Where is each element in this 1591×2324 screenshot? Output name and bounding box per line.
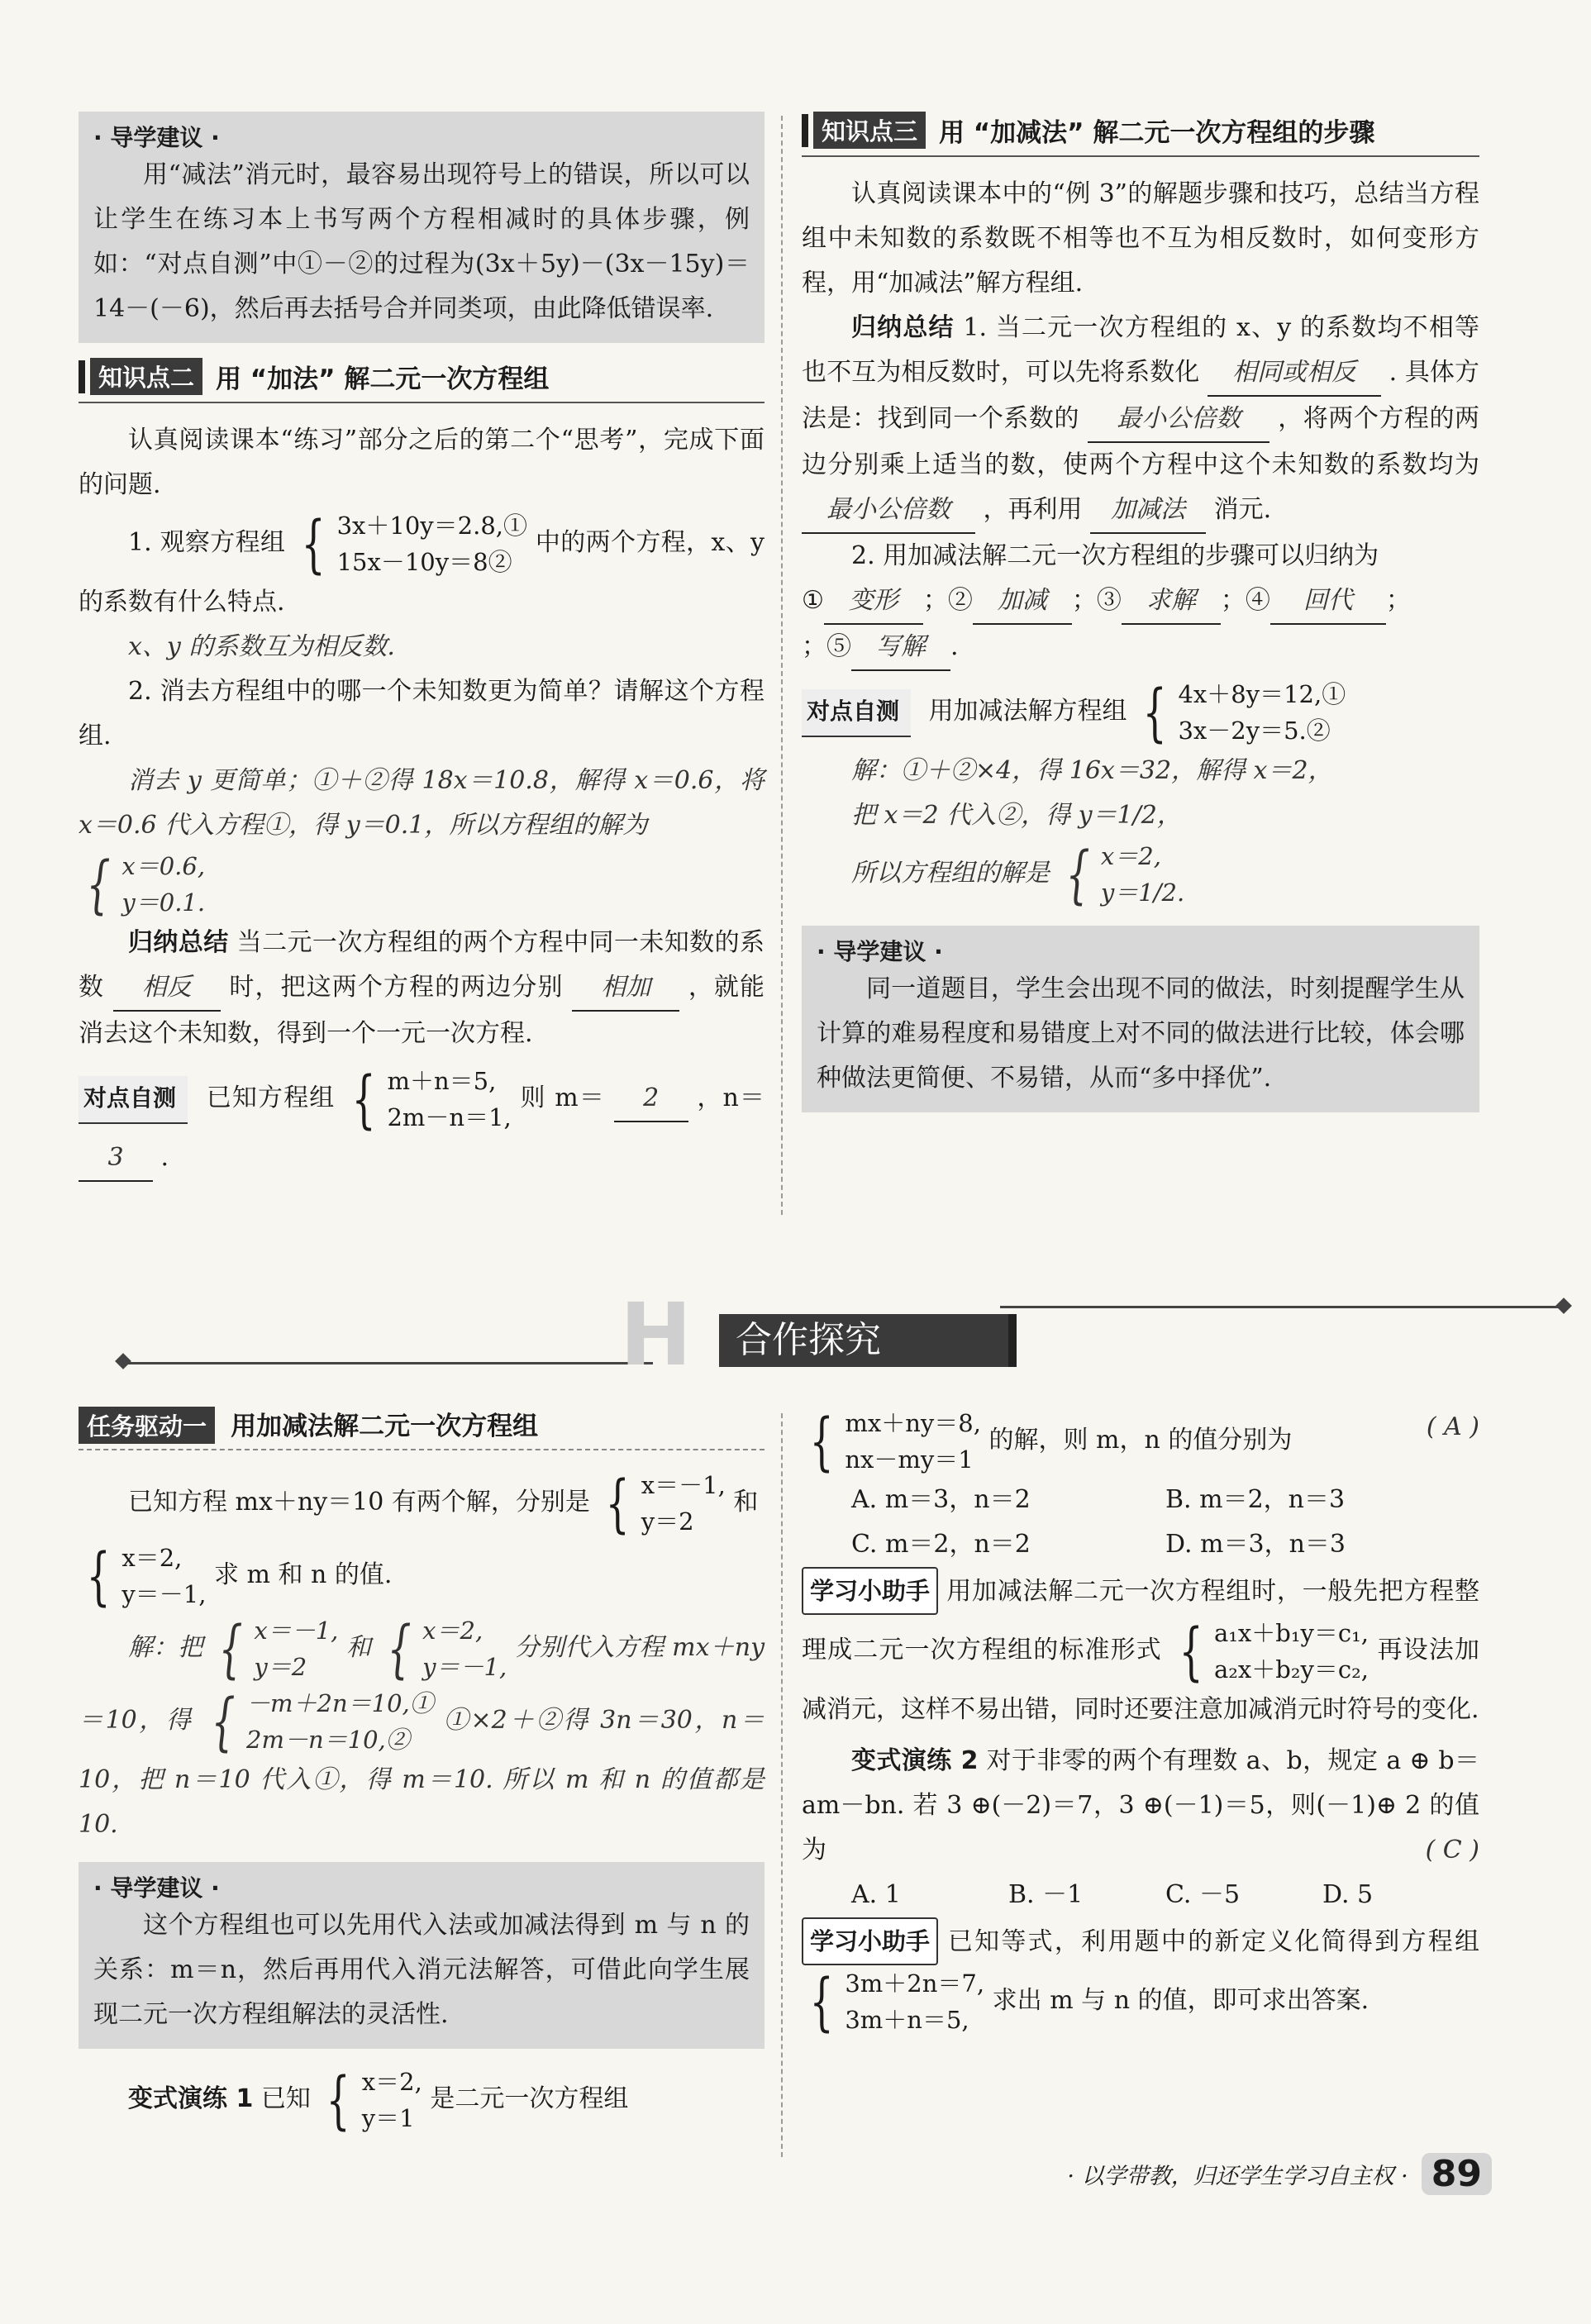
- equation: x＝2,: [121, 1544, 183, 1572]
- self-test: [802, 676, 1479, 749]
- brace: {: [1179, 1614, 1203, 1688]
- equation-system: [203, 1685, 434, 1758]
- equation-system: [1171, 1615, 1369, 1688]
- answer-blank: 相同或相反: [1208, 350, 1381, 397]
- summary-text: ，再利用: [983, 495, 1083, 524]
- variant-label: 变式演练 2: [851, 1746, 979, 1775]
- question-2: 2. 消去方程组中的哪一个未知数更为简单？请解这个方程组.: [79, 677, 765, 750]
- equation: x＝2,: [1100, 842, 1161, 870]
- equation: y＝0.1.: [121, 888, 206, 917]
- solution-system: [598, 1467, 725, 1540]
- task-header: [79, 1405, 765, 1450]
- page-number: 89: [1422, 2153, 1492, 2195]
- helper-label: 学习小助手: [802, 1917, 938, 1965]
- steps-cont: ；⑤ 写解 .: [802, 625, 1479, 671]
- equation: 2m－n＝1,: [387, 1103, 512, 1131]
- option: D. 5: [1322, 1880, 1374, 1909]
- problem-text: 和: [733, 1488, 759, 1517]
- answer-blank: 加减: [973, 579, 1072, 625]
- page-footer: [1067, 2153, 1492, 2195]
- summary-text: 消元.: [1213, 495, 1272, 524]
- solution-text: 和: [346, 1633, 372, 1662]
- column-divider-top: [781, 116, 783, 1215]
- helper-text: 用加减法解二元一次方程组时，一般先把方程整理成二元一次方程组的标准形式: [802, 1577, 1479, 1664]
- equation: 15x－10y＝8②: [336, 548, 512, 576]
- helper-2: [802, 1917, 1479, 2038]
- step-number: ①: [802, 586, 824, 615]
- column-right-bottom: [802, 1405, 1479, 2038]
- answer-blank: 变形: [824, 579, 923, 625]
- equation: y＝2: [641, 1507, 694, 1536]
- footer-motto: · 以学带教，归还学生学习自主权 ·: [1067, 2164, 1408, 2189]
- task-label: 任务驱动一: [79, 1407, 215, 1444]
- equation: 4x＋8y＝12,①: [1178, 680, 1346, 708]
- answer-blank: 回代: [1270, 579, 1386, 625]
- banner-diamond: [115, 1353, 131, 1369]
- equation: m＋n＝5,: [387, 1067, 497, 1095]
- step-number: ；④: [1220, 586, 1270, 615]
- answer-blank: 2: [614, 1076, 688, 1122]
- banner-line: [1000, 1306, 1562, 1308]
- solution-line: 解：①＋②×4，得 16x＝32，解得 x＝2，: [851, 756, 1333, 785]
- equation: a₂x＋b₂y＝c₂,: [1213, 1655, 1369, 1683]
- option: C. －5: [1165, 1880, 1241, 1909]
- equation-system: [293, 507, 527, 580]
- header-bar: [79, 360, 85, 393]
- self-test-text: 已知方程组: [206, 1083, 336, 1112]
- option: D. m＝3，n＝3: [1165, 1530, 1346, 1559]
- kp-title: 用 “加减法” 解二元一次方程组的步骤: [939, 118, 1375, 148]
- brace: {: [809, 1404, 834, 1478]
- options: [802, 1478, 1479, 1567]
- guide-tag: · 导学建议 ·: [93, 1874, 220, 1902]
- variant-label: 变式演练 1: [128, 2084, 254, 2113]
- column-right-top: [802, 112, 1479, 1112]
- step-number: ；③: [1071, 586, 1122, 615]
- solution-text: ①×2＋②得 3n＝30，n＝10，把 n＝10 代入①，得 m＝10. 所以 m 和 n 的值都是 10.: [79, 1706, 765, 1839]
- banner-title: 合作探究: [719, 1314, 1017, 1367]
- equation: 3x－2y＝5.②: [1178, 717, 1331, 745]
- equation: y＝2: [254, 1653, 307, 1681]
- guide-text: 这个方程组也可以先用代入法或加减法得到 m 与 n 的关系：m＝n，然后再用代入消元法解答，可借此向学生展现二元一次方程组解法的灵活性.: [93, 1911, 750, 2029]
- solution-line: 把 x＝2 代入②，得 y＝1/2，: [851, 801, 1182, 830]
- guide-box-2: [802, 926, 1479, 1112]
- task-title: 用加减法解二元一次方程组: [231, 1412, 539, 1441]
- self-test-text: ，n＝: [697, 1083, 765, 1112]
- variant-text: 的解，则 m，n 的值分别为: [988, 1426, 1293, 1455]
- steps: ① 变形 ；② 加减 ；③ 求解 ；④ 回代 ；: [802, 579, 1479, 625]
- guide-box-1: [79, 112, 765, 343]
- q2-answer: 消去 y 更简单；①＋②得 18x＝10.8，解得 x＝0.6，将 x＝0.6 代入方程①，得 y＝0.1，所以方程组的解为: [79, 766, 765, 840]
- brace: {: [326, 2063, 351, 2136]
- guide-text: 同一道题目，学生会出现不同的做法，时刻提醒学生从计算的难易程度和易错度上对不同的做法进行比较，体会哪种做法更简便、不易错，从而“多中择优”.: [817, 974, 1465, 1093]
- q2-solution: [79, 848, 765, 921]
- helper-label: 学习小助手: [802, 1567, 938, 1615]
- equation: 3x＋10y＝2.8,①: [336, 512, 528, 540]
- equation: y＝－1,: [121, 1580, 207, 1608]
- answer-blank: 3: [79, 1136, 153, 1182]
- brace: {: [1142, 675, 1167, 749]
- equation: a₁x＋b₁y＝c₁,: [1213, 1619, 1369, 1647]
- brace: {: [387, 1612, 412, 1685]
- q1-pre: 1. 观察方程组: [128, 528, 286, 557]
- summary-text: 时，把这两个方程的两边分别: [229, 973, 564, 1002]
- kp-label: 知识点二: [90, 358, 202, 395]
- guide-tag: · 导学建议 ·: [817, 938, 943, 965]
- equation: 3m＋2n＝7,: [845, 1969, 985, 1998]
- answer-choice: ( A ): [1426, 1412, 1479, 1441]
- summary-text: 1. 当二元一次方程组的 x、y 的系数均不相等也不互为相反数时，可以先将系数化: [802, 313, 1479, 387]
- helper-text: 已知等式，利用题中的新定义化简得到方程组: [947, 1927, 1479, 1956]
- answer-blank: 相加: [572, 965, 679, 1012]
- column-divider-bottom: [781, 1413, 783, 2157]
- header-bar: [802, 114, 808, 147]
- equation: y＝－1,: [422, 1653, 507, 1681]
- step-number: ；②: [922, 586, 973, 615]
- equation-system: [344, 1063, 512, 1136]
- equation: x＝－1,: [254, 1617, 339, 1645]
- self-test: [79, 1063, 765, 1182]
- equation: nx－my＝1: [845, 1445, 974, 1474]
- answer-blank: 最小公倍数: [802, 488, 975, 534]
- answer-blank: 写解: [851, 625, 950, 671]
- helper-1: [802, 1567, 1479, 1732]
- summary-text: ，将两个方程的两边分别乘上适当的数，使两个方程中这个未知数的系数均为: [802, 404, 1480, 479]
- step-number: ；⑤: [802, 632, 851, 661]
- guide-tag: · 导学建议 ·: [93, 124, 220, 151]
- section-banner: [124, 1284, 1446, 1385]
- brace: {: [211, 1684, 236, 1758]
- summary-1: [802, 306, 1479, 534]
- option: B. －1: [1008, 1880, 1084, 1909]
- brace: {: [809, 1964, 834, 2038]
- option: C. m＝2，n＝2: [851, 1530, 1031, 1559]
- brace: {: [86, 1539, 111, 1612]
- q1-answer: x、y 的系数互为相反数.: [128, 632, 395, 661]
- variant-2: [802, 1739, 1479, 1873]
- question-1: [79, 507, 765, 625]
- solution: [79, 1612, 765, 1847]
- equation-system: [802, 1965, 984, 2038]
- knowledge-point-2-header: [79, 358, 765, 403]
- summary: [79, 921, 765, 1056]
- kp-title: 用 “加法” 解二元一次方程组: [216, 364, 550, 394]
- summary-text: ，就能消去这个未知数，得到一个一元一次方程.: [79, 973, 765, 1048]
- problem-text: 求 m 和 n 的值.: [213, 1560, 393, 1589]
- option: B. m＝2，n＝3: [1165, 1485, 1346, 1514]
- option: A. 1: [851, 1880, 901, 1909]
- summary-label: 归纳总结: [851, 313, 955, 342]
- summary-text: . 具体方法是：找到同一个系数的: [802, 358, 1479, 433]
- variant-1: [79, 2064, 765, 2136]
- brace: {: [351, 1062, 376, 1136]
- variant-text: 已知: [260, 2084, 311, 2113]
- self-test-text: 用加减法解方程组: [928, 697, 1127, 726]
- solution-system: [379, 1612, 507, 1685]
- variant-text: 是二元一次方程组: [430, 2084, 629, 2113]
- self-test-text: .: [160, 1143, 169, 1172]
- brace: {: [86, 847, 111, 921]
- problem-text: 已知方程 mx＋ny＝10 有两个解，分别是: [128, 1488, 590, 1517]
- answer-blank: 求解: [1122, 579, 1221, 625]
- solution-system: [211, 1612, 338, 1685]
- answer-blank: 最小公倍数: [1088, 397, 1269, 443]
- option: A. m＝3，n＝2: [851, 1485, 1031, 1514]
- banner-line: [124, 1362, 653, 1364]
- banner-diamond: [1555, 1298, 1572, 1314]
- equation: x＝－1,: [641, 1471, 726, 1499]
- q1-post: 中的两个方程，x、y的系数有什么特点.: [79, 528, 765, 617]
- summary-text: 当二元一次方程组的两个方程中同一未知数的系数: [79, 928, 765, 1002]
- solution-text: 所以方程组的解是: [851, 859, 1050, 888]
- guide-box-3: [79, 1862, 765, 2049]
- solution-text: 解：把: [128, 1633, 203, 1662]
- brace: {: [218, 1612, 243, 1685]
- equation: x＝2,: [422, 1617, 483, 1645]
- knowledge-point-3-header: [802, 112, 1479, 157]
- answer-choice: ( C ): [1425, 1836, 1479, 1864]
- column-left-top: [79, 112, 765, 1182]
- equation: 3m＋n＝5,: [845, 2006, 969, 2034]
- solution-system: [79, 848, 205, 921]
- helper-text: 再设法加减消元，这样不易出错，同时还要注意加减消元时符号的变化.: [802, 1636, 1480, 1724]
- equation: x＝2,: [361, 2068, 422, 2096]
- equation-system: [1135, 676, 1346, 749]
- solution-system: [318, 2064, 422, 2136]
- equation: mx＋ny＝8,: [845, 1409, 981, 1437]
- kp3-intro: 认真阅读课本中的“例 3”的解题步骤和技巧，总结当方程组中未知数的系数既不相等也不互为相反数时，如何变形方程，用“加减法”解方程组.: [802, 179, 1479, 298]
- variant-1-cont: [802, 1405, 1479, 1478]
- banner-letter: H: [620, 1284, 693, 1385]
- solution-system: [1058, 838, 1185, 911]
- solution-text: 分别代入方程 mx＋ny＝10，得: [79, 1633, 765, 1735]
- brace: {: [301, 507, 326, 580]
- self-test-label: 对点自测: [79, 1076, 188, 1124]
- kp-label: 知识点三: [813, 112, 926, 149]
- summary-2: 2. 用加减法解二元一次方程组的步骤可以归纳为: [851, 541, 1379, 570]
- self-test-text: 则 m＝: [520, 1083, 606, 1112]
- answer-blank: 加减法: [1090, 488, 1206, 534]
- helper-text: 求出 m 与 n 的值，即可求出答案.: [992, 1986, 1369, 2015]
- equation: y＝1/2.: [1100, 879, 1185, 907]
- kp2-intro: 认真阅读课本“练习”部分之后的第二个“思考”，完成下面的问题.: [79, 426, 765, 499]
- self-test-label: 对点自测: [802, 689, 911, 737]
- equation: 2m－n＝10,②: [246, 1726, 410, 1754]
- options: [802, 1873, 1479, 1917]
- brace: {: [606, 1466, 631, 1540]
- equation-system: [802, 1405, 981, 1478]
- guide-text: 用“减法”消元时，最容易出现符号上的错误，所以可以让学生在练习本上书写两个方程相减时的具体步骤，例如：“对点自测”中①－②的过程为(3x＋5y)－(3x－15y)＝14－(－6)，然后再去括号合并同类项，由此降低错误率.: [93, 160, 750, 323]
- equation: x＝0.6,: [121, 852, 206, 880]
- problem: [79, 1467, 765, 1540]
- solution-system: [79, 1540, 206, 1612]
- brace: {: [1065, 837, 1090, 911]
- equation: y＝1: [361, 2104, 415, 2132]
- solution-line: [802, 838, 1479, 911]
- problem-cont: [79, 1540, 765, 1612]
- variant-text: 对于非零的两个有理数 a、b，规定 a ⊕ b＝am－bn. 若 3 ⊕(－2)＝7，3 ⊕(－1)＝5，则(－1)⊕ 2 的值为: [802, 1746, 1479, 1864]
- equation: －m＋2n＝10,①: [246, 1689, 434, 1717]
- summary-label: 归纳总结: [128, 928, 229, 957]
- answer-blank: 相反: [113, 965, 221, 1012]
- column-left-bottom: [79, 1405, 765, 2136]
